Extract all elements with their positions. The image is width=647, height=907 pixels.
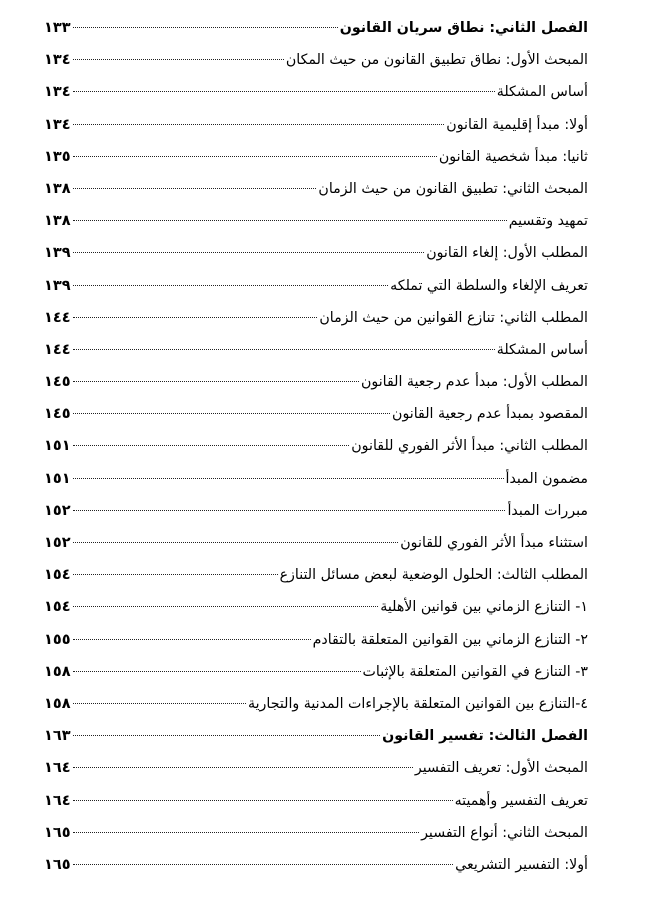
toc-entry-row: [44, 141, 588, 173]
dot-leader: [73, 381, 359, 382]
toc-page-number: ١٣٤: [44, 84, 71, 101]
toc-page-number: ١٥٢: [44, 502, 71, 519]
toc-entry-title: مبررات المبدأ: [507, 502, 588, 519]
toc-page-number: ١٦٤: [44, 760, 71, 777]
dot-leader: [73, 124, 445, 125]
toc-entry-title: المبحث الثاني: تطبيق القانون من حيث الزمان: [318, 180, 588, 197]
toc-entry-row: [44, 849, 588, 881]
toc-page-number: ١٤٤: [44, 309, 71, 326]
dot-leader: [73, 574, 278, 575]
toc-entry-title: المقصود بمبدأ عدم رجعية القانون: [392, 406, 588, 423]
toc-page-number: ١٥٤: [44, 599, 71, 616]
toc-entry-row: [44, 591, 588, 623]
dot-leader: [73, 413, 390, 414]
toc-entry-row: [44, 237, 588, 269]
toc-entry-title: تعريف التفسير وأهميته: [454, 792, 588, 809]
toc-page-number: ١٥١: [44, 438, 71, 455]
dot-leader: [73, 27, 338, 28]
toc-entry-title: أساس المشكلة: [496, 84, 588, 101]
toc-entry-row: [44, 44, 588, 76]
toc-chapter-row: [44, 720, 588, 752]
dot-leader: [73, 59, 284, 60]
toc-entry-row: [44, 334, 588, 366]
dot-leader: [73, 252, 425, 253]
toc-entry-title: المبحث الأول: نطاق تطبيق القانون من حيث المكان: [285, 52, 588, 69]
dot-leader: [73, 188, 317, 189]
toc-page-number: ١٤٤: [44, 341, 71, 358]
toc-page-number: ١٤٥: [44, 406, 71, 423]
toc-entry-row: [44, 785, 588, 817]
dot-leader: [73, 735, 381, 736]
toc-entry-row: [44, 752, 588, 784]
dot-leader: [73, 349, 495, 350]
toc-entry-row: [44, 688, 588, 720]
dot-leader: [73, 864, 454, 865]
toc-entry-row: [44, 270, 588, 302]
toc-entry-row: [44, 624, 588, 656]
toc-page-number: ١٣٨: [44, 180, 71, 197]
dot-leader: [73, 832, 420, 833]
toc-entry-title: أولا: التفسير التشريعي: [455, 856, 588, 873]
dot-leader: [73, 478, 504, 479]
toc-entry-title: ٤-التنازع بين القوانين المتعلقة بالإجراءات المدنية والتجارية: [247, 695, 588, 712]
toc-page-number: ١٣٤: [44, 116, 71, 133]
dot-leader: [73, 220, 507, 221]
toc-entry-title: تعريف الإلغاء والسلطة التي تملكه: [390, 277, 588, 294]
toc-entry-title: الفصل الثالث: تفسير القانون: [382, 728, 588, 745]
toc-entry-title: المبحث الثاني: أنواع التفسير: [421, 824, 588, 841]
toc-entry-title: أساس المشكلة: [496, 341, 588, 358]
dot-leader: [73, 703, 246, 704]
toc-entry-title: ١- التنازع الزماني بين قوانين الأهلية: [380, 599, 588, 616]
dot-leader: [73, 445, 350, 446]
dot-leader: [73, 767, 413, 768]
toc-entry-title: مضمون المبدأ: [505, 470, 588, 487]
toc-entry-row: [44, 656, 588, 688]
toc-entry-title: الفصل الثاني: نطاق سريان القانون: [339, 20, 588, 36]
toc-page-number: ١٣٥: [44, 148, 71, 165]
toc-entry-row: [44, 109, 588, 141]
toc-page-number: ١٥١: [44, 470, 71, 487]
toc-entry-title: المطلب الثاني: مبدأ الأثر الفوري للقانون: [351, 438, 588, 455]
toc-entry-title: أولا: مبدأ إقليمية القانون: [446, 116, 588, 133]
dot-leader: [73, 510, 506, 511]
dot-leader: [73, 639, 311, 640]
toc-page-number: ١٣٨: [44, 213, 71, 230]
toc-entry-title: ثانيا: مبدأ شخصية القانون: [438, 148, 588, 165]
dot-leader: [73, 156, 437, 157]
toc-page-number: ١٤٥: [44, 374, 71, 391]
toc-entry-row: [44, 398, 588, 430]
toc-entry-row: [44, 205, 588, 237]
toc-entry-title: ٢- التنازع الزماني بين القوانين المتعلقة بالتقادم: [312, 631, 588, 648]
dot-leader: [73, 606, 379, 607]
dot-leader: [73, 91, 495, 92]
toc-page-number: ١٦٤: [44, 792, 71, 809]
toc-entry-row: [44, 495, 588, 527]
toc-page-number: ١٦٥: [44, 856, 71, 873]
toc-page-number: ١٥٢: [44, 535, 71, 551]
table-of-contents: [44, 12, 588, 881]
toc-page-number: ١٦٣: [44, 728, 71, 745]
toc-entry-title: المطلب الأول: مبدأ عدم رجعية القانون: [360, 374, 588, 391]
toc-page-number: ١٥٥: [44, 631, 71, 648]
toc-entry-title: المطلب الثالث: الحلول الوضعية لبعض مسائل التنازع: [279, 567, 588, 584]
dot-leader: [73, 800, 453, 801]
toc-entry-row: [44, 76, 588, 108]
toc-entry-title: ٣- التنازع في القوانين المتعلقة بالإثبات: [362, 663, 588, 680]
toc-page-number: ١٣٣: [44, 20, 71, 36]
toc-entry-row: [44, 527, 588, 559]
toc-entry-row: [44, 817, 588, 849]
toc-entry-row: [44, 302, 588, 334]
toc-entry-title: استثناء مبدأ الأثر الفوري للقانون: [400, 535, 588, 551]
toc-page-number: ١٣٤: [44, 52, 71, 69]
toc-entry-title: تمهيد وتقسيم: [508, 213, 588, 230]
toc-page-number: ١٣٩: [44, 277, 71, 294]
toc-chapter-row: [44, 12, 588, 44]
toc-page-number: ١٥٨: [44, 695, 71, 712]
dot-leader: [73, 317, 318, 318]
toc-page-number: ١٥٨: [44, 663, 71, 680]
dot-leader: [73, 542, 399, 543]
toc-entry-row: [44, 366, 588, 398]
toc-entry-row: [44, 173, 588, 205]
toc-page-number: ١٣٩: [44, 245, 71, 262]
toc-entry-title: المطلب الأول: إلغاء القانون: [426, 245, 588, 262]
toc-entry-row: [44, 430, 588, 462]
toc-page-number: ١٦٥: [44, 824, 71, 841]
toc-entry-row: [44, 463, 588, 495]
dot-leader: [73, 671, 361, 672]
toc-entry-title: المطلب الثاني: تنازع القوانين من حيث الزمان: [319, 309, 588, 326]
toc-entry-row: [44, 559, 588, 591]
toc-entry-title: المبحث الأول: تعريف التفسير: [414, 760, 588, 777]
toc-page-number: ١٥٤: [44, 567, 71, 584]
dot-leader: [73, 285, 389, 286]
